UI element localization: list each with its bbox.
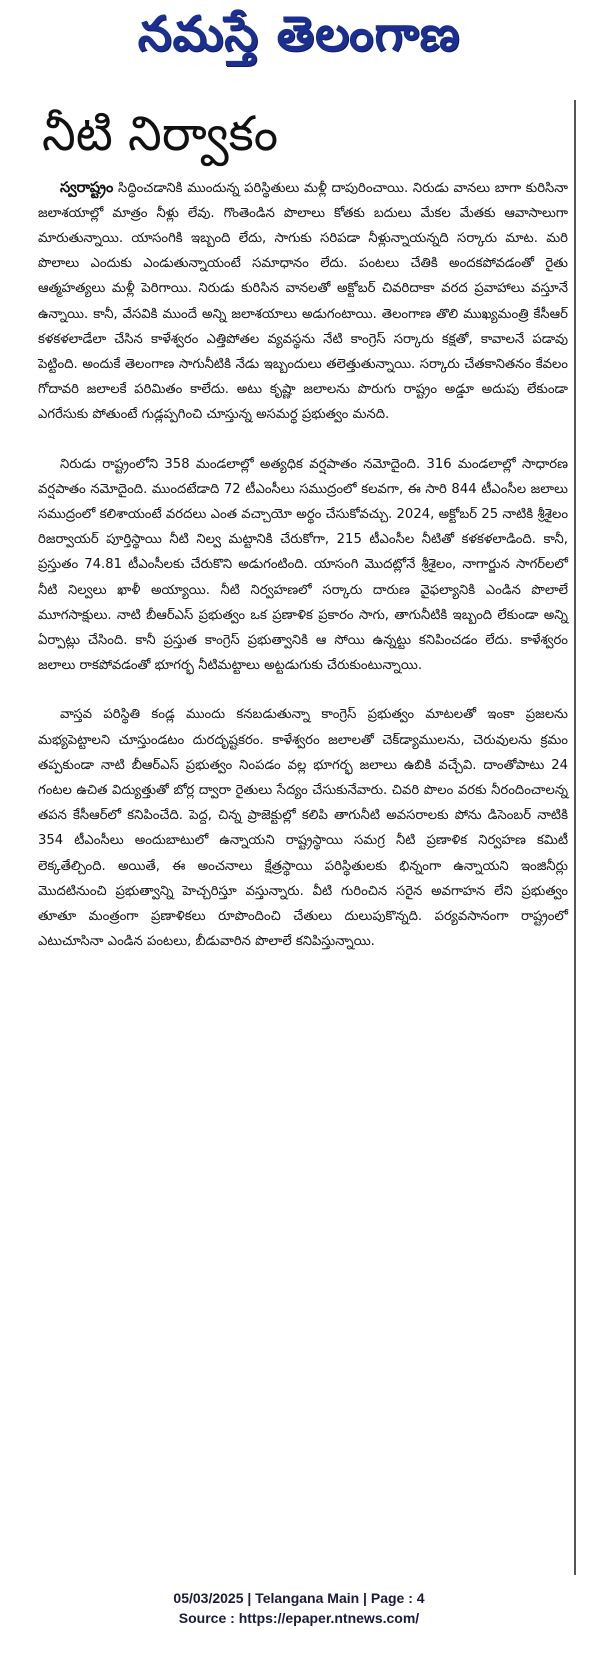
column-rule [574,100,576,1575]
lead-word: స్వరాష్ట్రం [60,179,114,196]
masthead [0,8,598,61]
article-headline: నీటి నిర్వాకం [42,106,279,162]
source-info: Source : https://epaper.ntnews.com/ [178,1610,420,1626]
article-paragraph-2: నిరుడు రాష్ట్రంలోని 358 మండలాల్లో అత్యధిక వర్షపాతం నమోదైంది. 316 మండలాల్లో సాధారణ వర్షపాతం నమోదైంది. ముందటేడాది 72 టీఎంసీలు సముద్రంలో కలవగా, ఈ సారి 844 టీఎంసీల జలాలు సముద్రంలో కలిశాయంటే వరదలు ఎంత వచ్చాయో అర్థం చేసుకోవచ్చు. 2024, అక్టోబర్ 25 నాటికి శ్రీశైలం రిజర్వాయర్ పూర్తిస్థాయి నీటి నిల్వ మట్టానికి చేరుకోగా, 215 టీఎంసీల నీటితో కళకళలాడింది. కానీ, ప్రస్తుతం 74.81 టీఎంసీలకు చేరుకొని అడుగంటింది. యాసంగి మొదట్లోనే శ్రీశైలం, నాగార్జున సాగర్‌లలో నీటి నిల్వలు ఖాళీ అయ్యాయి. నీటి నిర్వహణలో సర్కారు దారుణ వైఫల్యానికి ఎండిన పొలాలే మూగసాక్షులు. నాటి బీఆర్‌ఎస్ ప్రభుత్వం ఒక ప్రణాళిక ప్రకారం సాగు, తాగునీటికి ఇబ్బంది లేకుండా అన్ని ఏర్పాట్లు చేసింది. కానీ ప్రస్తుత కాంగ్రెస్ ప్రభుత్వానికి ఆ సోయి ఉన్నట్టు కనిపించడం లేదు. కాళేశ్వరం జలాలు రాకపోవడంతో భూగర్భ నీటిమట్టాలు అట్టడుగుకు చేరుకుంటున్నాయి. [38,456,568,674]
paragraph-1-text: సిద్ధించడానికి ముందున్న పరిస్థితులు మళ్లీ దాపురించాయి. నిరుడు వానలు బాగా కురిసినా జలాశయాల్లో మాత్రం నీళ్లు లేవు. గొంతెండిన పొలాలు కోతకు బదులు మేకల మేతకు ఆవాసాలుగా మారుతున్నాయి. యాసంగికి ఇబ్బంది లేదు, సాగుకు సరిపడా నీళ్లున్నాయన్నది సర్కారు మాట. మరి పొలాలు ఎందుకు ఎండుతున్నాయంటే సమాధానం లేదు. పంటలు చేతికి అందకపోవడంతో రైతు ఆత్మహత్యలు మళ్లీ పెరిగాయి. నిరుడు కురిసిన వానలతో అక్టోబర్ చివరిదాకా వరద ప్రవాహాలు వస్తూనే ఉన్నాయి. కానీ, వేసవికి ముందే అన్ని జలాశయాలు అడుగంటాయి. తెలంగాణ తొలి ముఖ్యమంత్రి కేసీఆర్ కళకళలాడేలా చేసిన కాళేశ్వరం ఎత్తిపోతల వ్యవస్థను నేటి కాంగ్రెస్ సర్కారు కక్షతో, కావాలనే పడావు పెట్టింది. అందుకే తెలంగాణ సాగునీటికి నేడు ఇబ్బందులు తలెత్తుతున్నాయి. సర్కారు చేతకానితనం కేవలం గోదావరి జలాలకే పరిమితం కాలేదు. అటు కృష్ణా జలాలను పొరుగు రాష్ట్రం అడ్డూ అదుపు లేకుండా ఎగరేసుకు పోతుంటే గుడ్లప్పగించి చూస్తున్న అసమర్థ ప్రభుత్వం మనది. [38,180,568,423]
newspaper-logo: నమస్తే తెలంగాణ [137,6,461,62]
edition-info: 05/03/2025 | Telangana Main | Page : 4 [173,1590,425,1606]
article-body [38,176,568,955]
article-paragraph-1 [38,176,568,428]
article-clip [34,100,572,1575]
article-paragraph-3: వాస్తవ పరిస్థితి కండ్ల ముందు కనబడుతున్నా కాంగ్రెస్ ప్రభుత్వం మాటలతో ఇంకా ప్రజలను మభ్యపెట్టాలని చూస్తుండటం దురదృష్టకరం. కాళేశ్వరం జలాలతో చెక్‌డ్యాములను, చెరువులను క్రమం తప్పకుండా నాటి బీఆర్‌ఎస్ ప్రభుత్వం నింపడం వల్ల భూగర్భ జలాలు ఉబికి వచ్చేవి. దాంతోపాటు 24 గంటల ఉచిత విద్యుత్తుతో బోర్ల ద్వారా రైతులు సేద్యం చేసుకునేవారు. చివరి పొలం వరకు నీరందించాలన్న తపన కేసీఆర్‌లో కనిపించేది. పెద్ద, చిన్న ప్రాజెక్టుల్లో కలిపి తాగునీటి అవసరాలకు పోను డిసెంబర్ నాటికి 354 టీఎంసీలు అందుబాటులో ఉన్నాయని రాష్ట్రస్థాయి సమగ్ర నీటి ప్రణాళిక నిర్వహణ కమిటీ లెక్కతేల్చింది. అయితే, ఈ అంచనాలు క్షేత్రస్థాయి పరిస్థితులకు భిన్నంగా ఉన్నాయని ఇంజినీర్లు మొదటినుంచి ప్రభుత్వాన్ని హెచ్చరిస్తూ వస్తున్నారు. వీటి గురించిన సరైన అవగాహన లేని ప్రభుత్వం తూతూ మంత్రంగా ప్రణాళికలు రూపొందించి చేతులు దులుపుకొన్నది. పర్యవసానంగా రాష్ట్రంలో ఎటుచూసినా ఎండిన పంటలు, బీడువారిన పొలాలే కనిపిస్తున్నాయి. [38,707,568,950]
page-footer [0,1588,598,1628]
